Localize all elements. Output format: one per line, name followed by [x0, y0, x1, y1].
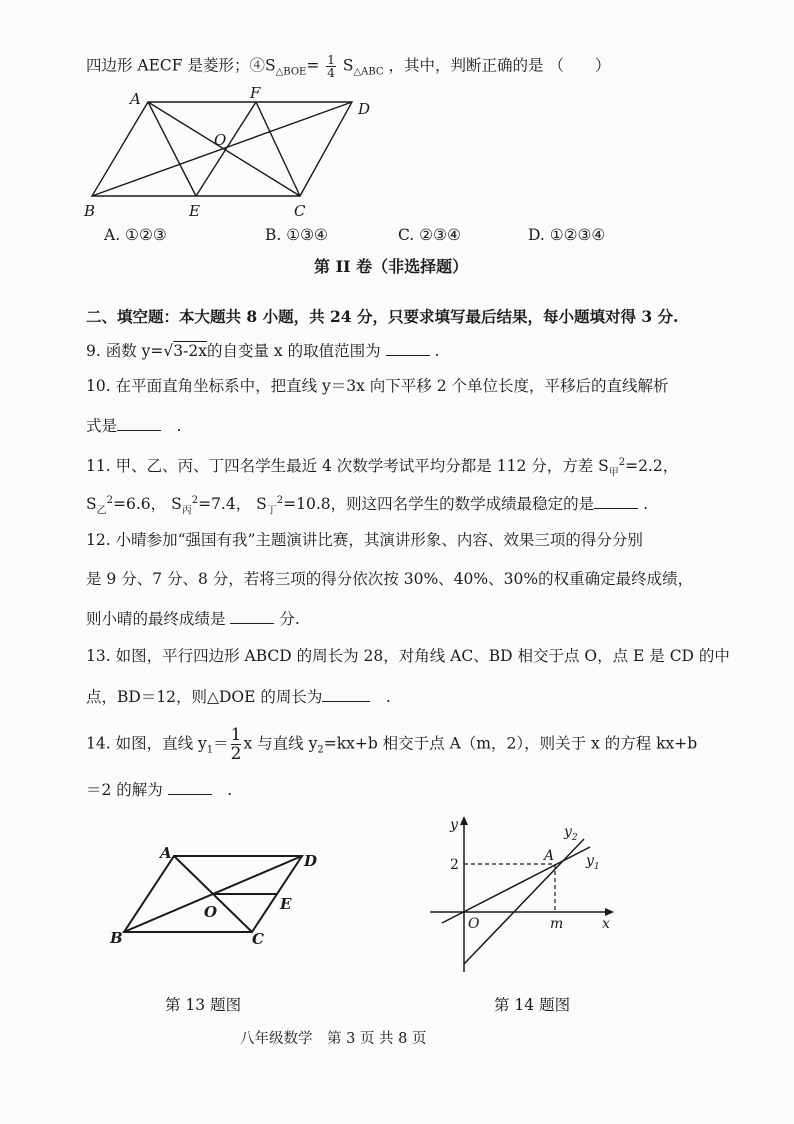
q11-val-jia: =2.2，	[625, 457, 679, 476]
option-b: B. ①③④	[265, 226, 328, 244]
fig14-label-o: O	[468, 916, 480, 932]
q9-end: .	[434, 342, 440, 360]
fig14-line-y2	[464, 839, 584, 964]
q14-sub2: 2	[317, 744, 324, 756]
q14-frac-num: 1	[230, 725, 242, 745]
q14-prefix2: ＝2 的解为	[86, 781, 163, 799]
section-heading: 二、填空题：本大题共 8 小题，共 24 分，只要求填写最后结果，每小题填对得 3 分.	[86, 307, 679, 326]
fig8-label-c: C	[294, 202, 306, 220]
fig13-label-e: E	[280, 895, 292, 913]
fig13-label-a: A	[160, 844, 172, 862]
fig14-y2-sub: 2	[571, 833, 578, 843]
q14-sub1: 1	[206, 744, 214, 756]
fig8-diag-bd	[92, 102, 352, 196]
q9-prefix: 9. 函数 y=	[86, 342, 164, 360]
q8-prefix: 四边形 AECF 是菱形；④S	[86, 56, 276, 75]
caption-figure-14: 第 14 题图	[494, 996, 571, 1014]
figure-8-parallelogram	[80, 84, 380, 220]
question-9	[86, 339, 439, 361]
fig8-label-b: B	[84, 202, 96, 220]
question-14-line2	[86, 778, 232, 800]
q11-sub-yi: 乙	[96, 505, 107, 517]
q8-sub-b: △ABC	[353, 66, 384, 78]
q14-fraction	[231, 726, 242, 763]
q12-answer-blank	[230, 607, 274, 624]
fig14-label-y1	[585, 853, 600, 872]
q11-sq-ding: 2	[276, 495, 284, 506]
q11-s-bing: S	[171, 495, 182, 514]
question-8-tail	[86, 54, 610, 83]
fig14-y-arrow-icon	[460, 816, 468, 825]
figure-13-parallelogram	[106, 844, 336, 950]
q8-fraction	[326, 54, 336, 79]
fig14-label-y: y	[450, 817, 458, 833]
option-d: D. ①②③④	[528, 226, 606, 244]
question-10-line2	[86, 414, 181, 436]
q11-val-bing: =7.4，	[198, 495, 252, 514]
q14-suffix: =kx+b 相交于点 A（m，2），则关于 x 的方程 kx+b	[323, 734, 698, 753]
question-12-line3	[86, 607, 300, 629]
q13-prefix: 点，BD＝12，则△DOE 的周长为	[86, 688, 323, 706]
option-a: A. ①②③	[104, 226, 167, 244]
fig14-y1-letter: y	[586, 853, 594, 869]
fig14-label-m: m	[550, 916, 564, 932]
q12-prefix: 则小晴的最终成绩是	[86, 610, 226, 628]
fig14-y1-sub: 1	[593, 862, 600, 872]
question-13-line1: 13. 如图，平行四边形 ABCD 的周长为 28，对角线 AC、BD 相交于点 O，点 E 是 CD 的中	[86, 647, 730, 665]
q11-answer-blank	[594, 492, 638, 509]
question-13-line2	[86, 685, 391, 707]
fig8-label-f: F	[250, 84, 261, 102]
q9-radicand: 3-2x	[173, 342, 207, 360]
q9-answer-blank	[386, 339, 430, 356]
q11-s-ding: S	[256, 495, 267, 514]
q11-s-yi: S	[86, 495, 97, 514]
fig14-label-x: x	[602, 916, 610, 932]
question-10-line1: 10. 在平面直角坐标系中，把直线 y＝3x 向下平移 2 个单位长度，平移后的直线解析	[86, 377, 669, 395]
q11-sub-jia: 甲	[608, 467, 619, 479]
q11-sq-jia: 2	[618, 457, 626, 468]
caption-figure-13: 第 13 题图	[165, 996, 242, 1014]
q10-prefix: 式是	[86, 417, 118, 435]
q14-mid: x 与直线 y	[243, 734, 318, 753]
fig13-label-d: D	[304, 852, 318, 870]
fig8-label-d: D	[358, 100, 371, 118]
q10-end: .	[176, 417, 182, 435]
q13-end: .	[385, 688, 391, 706]
fig14-y2-letter: y	[564, 824, 572, 840]
q13-answer-blank	[322, 685, 370, 702]
q14-eq: ＝	[213, 734, 229, 753]
q8-s: S	[342, 56, 354, 75]
q11-sub-bing: 丙	[181, 505, 192, 517]
fig14-label-y2	[563, 824, 578, 843]
q9-sqrt-sign: √	[163, 342, 174, 360]
q11-end: .	[643, 495, 649, 514]
fig8-label-o: O	[214, 131, 227, 149]
q11-val-yi: =6.6，	[113, 495, 167, 514]
q14-frac-den: 2	[230, 744, 242, 764]
figure-14-coordinate-graph	[424, 812, 624, 976]
fig8-seg-fe	[196, 102, 256, 196]
option-c: C. ②③④	[398, 226, 461, 244]
fig13-label-o: O	[204, 903, 218, 921]
q8-frac-num: 1	[327, 53, 335, 67]
q8-frac-den: 4	[327, 66, 335, 80]
q11-sub-ding: 丁	[266, 505, 277, 517]
question-12-line1: 12. 小晴参加“强国有我”主题演讲比赛，其演讲形象、内容、效果三项的得分分别	[86, 531, 643, 549]
question-11-line2	[86, 491, 648, 521]
q14-prefix: 14. 如图，直线 y	[86, 734, 207, 753]
section-title: 第 II 卷（非选择题）	[314, 257, 469, 276]
q8-sub-a: △BOE	[275, 66, 307, 78]
q11-sq-yi: 2	[106, 495, 113, 506]
question-11-line1	[86, 453, 678, 483]
q11-val-ding: =10.8，则这四名学生的数学成绩最稳定的是	[283, 495, 595, 514]
q9-suffix: 的自变量 x 的取值范围为	[206, 342, 381, 360]
q14-answer-blank	[168, 778, 212, 795]
fig13-label-b: B	[110, 929, 123, 947]
page-footer: 八年级数学 第 3 页 共 8 页	[240, 1031, 427, 1047]
q14-end: .	[227, 781, 233, 799]
fig14-x-arrow-icon	[605, 908, 614, 916]
q11-sq-bing: 2	[191, 495, 199, 506]
question-12-line2: 是 9 分、7 分、8 分，若将三项的得分依次按 30%、40%、30%的权重确定最终成绩，	[86, 570, 694, 588]
fig8-label-e: E	[189, 202, 200, 220]
fig14-label-two: 2	[450, 857, 459, 873]
fig8-label-a: A	[130, 90, 141, 108]
q8-suffix: ，其中，判断正确的是 （ ）	[388, 56, 611, 75]
question-14-line1	[86, 726, 697, 763]
q12-suffix: 分.	[279, 610, 300, 628]
fig14-label-a: A	[544, 848, 555, 864]
q8-eq: =	[306, 56, 320, 75]
fig13-label-c: C	[252, 930, 264, 948]
q11-prefix: 11. 甲、乙、丙、丁四名学生最近 4 次数学考试平均分都是 112 分，方差 S	[86, 457, 609, 476]
q10-answer-blank	[117, 414, 161, 431]
